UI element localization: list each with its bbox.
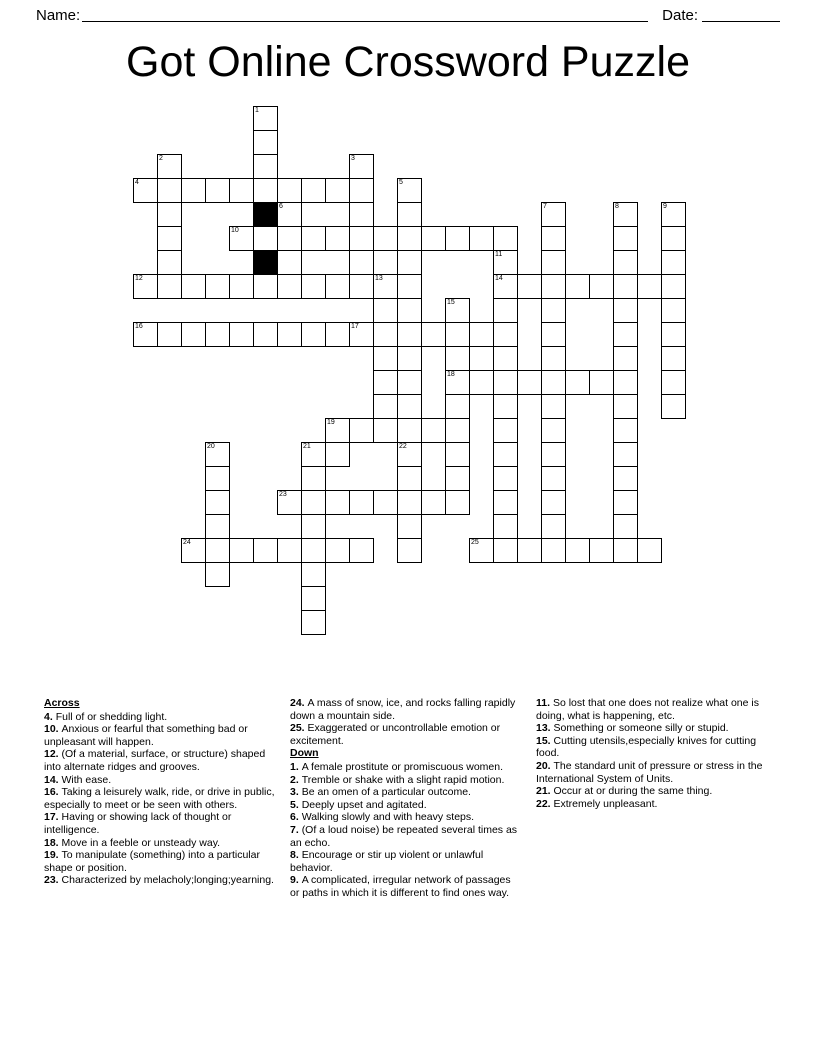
grid-cell[interactable] — [541, 298, 566, 323]
grid-cell-number: 7 — [543, 203, 547, 210]
clue-text: Move in a feeble or unsteady way. — [61, 836, 221, 849]
grid-cell-number: 22 — [399, 443, 407, 450]
grid-cell[interactable] — [565, 274, 590, 299]
grid-cell-number: 12 — [135, 275, 143, 282]
grid-cell[interactable] — [493, 466, 518, 491]
grid-cell[interactable] — [469, 226, 494, 251]
grid-cell[interactable] — [445, 298, 470, 323]
grid-cell[interactable] — [493, 322, 518, 347]
clue-down-7 — [290, 824, 522, 849]
grid-cell[interactable] — [229, 274, 254, 299]
grid-cell[interactable] — [397, 274, 422, 299]
grid-cell[interactable] — [613, 394, 638, 419]
clue-across-10 — [44, 723, 276, 748]
clue-text: Cutting utensils,especially knives for cutting food. — [536, 734, 757, 760]
clue-text: Taking a leisurely walk, ride, or drive in public, especially to meet or be seen with others. — [44, 786, 275, 811]
grid-cell[interactable] — [397, 442, 422, 467]
grid-cell[interactable] — [253, 322, 278, 347]
grid-cell[interactable] — [277, 538, 302, 563]
grid-cell[interactable] — [613, 298, 638, 323]
grid-cell[interactable] — [373, 274, 398, 299]
grid-cell[interactable] — [373, 322, 398, 347]
clue-number: 5. — [290, 798, 302, 811]
grid-cell[interactable] — [349, 202, 374, 227]
clue-down-11 — [536, 697, 768, 722]
clue-number: 7. — [290, 823, 302, 836]
grid-cell[interactable] — [397, 298, 422, 323]
clue-number: 22. — [536, 797, 554, 810]
grid-cell[interactable] — [613, 322, 638, 347]
name-write-line — [82, 8, 648, 22]
grid-cell-number: 21 — [303, 443, 311, 450]
grid-cell-number: 18 — [447, 371, 455, 378]
clue-number: 21. — [536, 785, 554, 798]
grid-cell[interactable] — [565, 370, 590, 395]
grid-cell[interactable] — [541, 202, 566, 227]
grid-cell[interactable] — [373, 418, 398, 443]
clue-number: 10. — [44, 723, 62, 736]
grid-cell[interactable] — [349, 226, 374, 251]
grid-cell[interactable] — [661, 250, 686, 275]
grid-cell[interactable] — [349, 538, 374, 563]
grid-cell[interactable] — [301, 442, 326, 467]
grid-cell[interactable] — [253, 178, 278, 203]
grid-cell[interactable] — [373, 490, 398, 515]
grid-cell[interactable] — [301, 490, 326, 515]
clue-across-19 — [44, 849, 276, 874]
grid-cell[interactable] — [397, 346, 422, 371]
clue-text: Walking slowly and with heavy steps. — [301, 811, 475, 824]
grid-cell[interactable] — [133, 274, 158, 299]
grid-cell[interactable] — [397, 250, 422, 275]
grid-cell[interactable] — [493, 442, 518, 467]
grid-cell[interactable] — [253, 154, 278, 179]
grid-cell[interactable] — [541, 442, 566, 467]
grid-cell-number: 9 — [663, 203, 667, 210]
grid-cell[interactable] — [253, 226, 278, 251]
clue-text: Characterized by melacholy;longing;yearning. — [61, 874, 274, 887]
grid-cell-number: 20 — [207, 443, 215, 450]
grid-cell[interactable] — [397, 202, 422, 227]
grid-cell-number: 23 — [279, 491, 287, 498]
grid-cell[interactable] — [205, 274, 230, 299]
grid-cell[interactable] — [661, 226, 686, 251]
grid-cell[interactable] — [373, 370, 398, 395]
clue-number: 6. — [290, 811, 302, 824]
clue-text: Anxious or fearful that something bad or unpleasant will happen. — [44, 723, 248, 748]
grid-cell-number: 13 — [375, 275, 383, 282]
clue-text: Tremble or shake with a slight rapid motion. — [301, 773, 505, 786]
clue-text: Be an omen of a particular outcome. — [301, 786, 471, 799]
grid-cell-number: 11 — [495, 251, 503, 258]
grid-cell[interactable] — [661, 274, 686, 299]
grid-cell[interactable] — [253, 274, 278, 299]
grid-cell[interactable] — [541, 370, 566, 395]
clue-text: With ease. — [61, 773, 112, 786]
grid-cell[interactable] — [613, 466, 638, 491]
grid-cell[interactable] — [493, 346, 518, 371]
grid-cell[interactable] — [445, 418, 470, 443]
grid-cell[interactable] — [397, 418, 422, 443]
grid-cell[interactable] — [397, 514, 422, 539]
grid-cell[interactable] — [349, 274, 374, 299]
grid-cell[interactable] — [277, 226, 302, 251]
clue-down-13 — [536, 722, 768, 735]
grid-cell[interactable] — [157, 322, 182, 347]
grid-cell[interactable] — [229, 538, 254, 563]
grid-cell[interactable] — [397, 466, 422, 491]
grid-cell[interactable] — [445, 394, 470, 419]
clue-number: 24. — [290, 697, 308, 709]
clue-number: 1. — [290, 760, 302, 773]
clue-down-1 — [290, 761, 522, 774]
grid-cell[interactable] — [373, 298, 398, 323]
grid-cell[interactable] — [541, 274, 566, 299]
grid-cell[interactable] — [589, 538, 614, 563]
grid-cell[interactable] — [613, 202, 638, 227]
clue-number: 17. — [44, 811, 62, 824]
clue-down-15 — [536, 735, 768, 760]
grid-cell[interactable] — [301, 274, 326, 299]
grid-cell[interactable] — [541, 418, 566, 443]
grid-cell[interactable] — [613, 514, 638, 539]
grid-cell[interactable] — [349, 250, 374, 275]
clue-number: 14. — [44, 773, 62, 786]
clue-text: (Of a material, surface, or structure) shaped into alternate ridges and grooves. — [44, 748, 266, 773]
grid-cell[interactable] — [301, 586, 326, 611]
crossword-grid[interactable] — [0, 104, 816, 604]
clue-column-1 — [44, 697, 276, 947]
grid-cell[interactable] — [541, 250, 566, 275]
grid-cell[interactable] — [229, 226, 254, 251]
grid-cell[interactable] — [517, 274, 542, 299]
clue-across-17 — [44, 811, 276, 836]
clue-down-20 — [536, 760, 768, 785]
grid-cell[interactable] — [613, 226, 638, 251]
grid-cell[interactable] — [277, 322, 302, 347]
clue-down-3 — [290, 786, 522, 799]
grid-cell[interactable] — [637, 274, 662, 299]
clue-column-3 — [536, 697, 768, 947]
grid-cell[interactable] — [157, 178, 182, 203]
grid-cell[interactable] — [253, 106, 278, 131]
grid-cell[interactable] — [205, 490, 230, 515]
grid-cell-number: 10 — [231, 227, 239, 234]
clue-down-9 — [290, 874, 522, 899]
clue-text: Having or showing lack of thought or intelligence. — [44, 811, 232, 836]
grid-cell-number: 8 — [615, 203, 619, 210]
grid-cell[interactable] — [493, 298, 518, 323]
grid-cell[interactable] — [133, 322, 158, 347]
grid-cell[interactable] — [373, 394, 398, 419]
grid-cell[interactable] — [541, 226, 566, 251]
clue-down-22 — [536, 798, 768, 811]
header-row — [0, 0, 816, 26]
grid-cell[interactable] — [445, 346, 470, 371]
grid-cell-number: 16 — [135, 323, 143, 330]
grid-cell[interactable] — [517, 538, 542, 563]
grid-cell[interactable] — [349, 418, 374, 443]
grid-cell[interactable] — [613, 250, 638, 275]
grid-cell[interactable] — [157, 154, 182, 179]
grid-cell[interactable] — [541, 490, 566, 515]
clue-number: 13. — [536, 722, 554, 735]
grid-cell-block — [253, 250, 278, 275]
grid-cell[interactable] — [349, 154, 374, 179]
clue-text: To manipulate (something) into a particular shape or position. — [44, 849, 260, 874]
grid-cell[interactable] — [421, 226, 446, 251]
grid-cell[interactable] — [277, 490, 302, 515]
grid-cell[interactable] — [277, 274, 302, 299]
grid-cell[interactable] — [469, 538, 494, 563]
page-title: Got Online Crossword Puzzle — [126, 38, 690, 86]
grid-cell[interactable] — [181, 178, 206, 203]
grid-cell[interactable] — [589, 274, 614, 299]
grid-cell[interactable] — [397, 178, 422, 203]
clue-text: Full of or shedding light. — [55, 710, 168, 723]
clue-number: 15. — [536, 734, 554, 747]
clue-across-16 — [44, 786, 276, 811]
grid-cell[interactable] — [325, 538, 350, 563]
grid-cell-number: 4 — [135, 179, 139, 186]
grid-cell[interactable] — [445, 370, 470, 395]
grid-cell[interactable] — [229, 178, 254, 203]
grid-cell[interactable] — [301, 466, 326, 491]
grid-cell[interactable] — [445, 490, 470, 515]
date-label: Date: — [662, 6, 698, 24]
grid-cell[interactable] — [397, 538, 422, 563]
grid-cell[interactable] — [661, 298, 686, 323]
grid-cell-number: 15 — [447, 299, 455, 306]
grid-cell[interactable] — [397, 322, 422, 347]
grid-cell[interactable] — [325, 418, 350, 443]
grid-cell[interactable] — [421, 322, 446, 347]
across-heading: Across — [44, 697, 80, 709]
grid-cell[interactable] — [181, 274, 206, 299]
grid-cell[interactable] — [277, 250, 302, 275]
grid-cell[interactable] — [613, 442, 638, 467]
grid-cell[interactable] — [181, 538, 206, 563]
grid-cell[interactable] — [157, 274, 182, 299]
grid-cell[interactable] — [301, 562, 326, 587]
grid-cell[interactable] — [349, 322, 374, 347]
clue-across-23 — [44, 874, 276, 887]
grid-cell[interactable] — [517, 370, 542, 395]
grid-cell[interactable] — [157, 226, 182, 251]
clue-number: 23. — [44, 874, 62, 887]
clue-text: Something or someone silly or stupid. — [553, 722, 729, 735]
grid-cell[interactable] — [493, 538, 518, 563]
clue-text: Exaggerated or uncontrollable emotion or excitement. — [290, 722, 501, 747]
clue-across-4 — [44, 711, 276, 724]
clue-text: A complicated, irregular network of passages or paths in which it is different to find ones way. — [290, 874, 511, 899]
clue-text: (Of a loud noise) be repeated several times as an echo. — [290, 823, 518, 849]
grid-cell[interactable] — [325, 490, 350, 515]
clue-number: 2. — [290, 773, 302, 786]
grid-cell[interactable] — [205, 442, 230, 467]
grid-cell[interactable] — [181, 322, 206, 347]
grid-cell[interactable] — [397, 394, 422, 419]
grid-cell[interactable] — [637, 538, 662, 563]
clue-text: Occur at or during the same thing. — [553, 785, 713, 798]
grid-cell[interactable] — [541, 322, 566, 347]
grid-cell[interactable] — [613, 370, 638, 395]
grid-cell[interactable] — [229, 322, 254, 347]
grid-cell[interactable] — [349, 490, 374, 515]
clue-text: Encourage or stir up violent or unlawful behavior. — [290, 849, 484, 874]
grid-cell-number: 17 — [351, 323, 359, 330]
clue-across-14 — [44, 774, 276, 787]
clue-text: A female prostitute or promiscuous women. — [301, 760, 504, 773]
clue-number: 25. — [290, 722, 308, 735]
grid-cell[interactable] — [661, 202, 686, 227]
grid-cell[interactable] — [301, 514, 326, 539]
grid-cell[interactable] — [661, 370, 686, 395]
clue-across-25 — [290, 722, 522, 747]
grid-cell[interactable] — [493, 370, 518, 395]
grid-cell[interactable] — [445, 466, 470, 491]
grid-cell[interactable] — [277, 178, 302, 203]
grid-cell-number: 14 — [495, 275, 503, 282]
grid-cell[interactable] — [349, 178, 374, 203]
grid-cell[interactable] — [661, 394, 686, 419]
clue-down-6 — [290, 811, 522, 824]
grid-cell-number: 19 — [327, 419, 335, 426]
clue-across-12 — [44, 748, 276, 773]
grid-cell[interactable] — [325, 226, 350, 251]
clue-number: 16. — [44, 786, 62, 799]
clue-number: 12. — [44, 748, 62, 761]
grid-cell[interactable] — [541, 466, 566, 491]
grid-cell[interactable] — [445, 322, 470, 347]
clue-down-2 — [290, 774, 522, 787]
grid-cell[interactable] — [397, 370, 422, 395]
grid-cell[interactable] — [205, 514, 230, 539]
grid-cell[interactable] — [301, 322, 326, 347]
grid-cell[interactable] — [397, 226, 422, 251]
clue-number: 19. — [44, 849, 62, 862]
grid-cell[interactable] — [493, 274, 518, 299]
grid-cell[interactable] — [613, 538, 638, 563]
grid-cell[interactable] — [157, 202, 182, 227]
clue-down-8 — [290, 849, 522, 874]
grid-cell[interactable] — [541, 346, 566, 371]
name-label: Name: — [36, 6, 81, 24]
grid-cell[interactable] — [589, 370, 614, 395]
clue-number: 3. — [290, 786, 302, 799]
grid-cell[interactable] — [421, 490, 446, 515]
clue-column-2 — [290, 697, 522, 947]
grid-cell[interactable] — [541, 538, 566, 563]
grid-cell[interactable] — [541, 514, 566, 539]
clue-number: 4. — [44, 710, 56, 723]
grid-cell[interactable] — [253, 538, 278, 563]
clues-section — [44, 697, 774, 947]
clue-number: 18. — [44, 836, 62, 849]
grid-cell[interactable] — [661, 322, 686, 347]
clue-across-18 — [44, 837, 276, 850]
grid-cell-number: 24 — [183, 539, 191, 546]
grid-cell[interactable] — [301, 178, 326, 203]
grid-cell[interactable] — [445, 442, 470, 467]
grid-cell[interactable] — [493, 514, 518, 539]
grid-cell-number: 5 — [399, 179, 403, 186]
grid-cell[interactable] — [565, 538, 590, 563]
grid-cell[interactable] — [205, 178, 230, 203]
grid-cell[interactable] — [661, 346, 686, 371]
grid-cell[interactable] — [205, 538, 230, 563]
grid-cell-number: 1 — [255, 107, 259, 114]
clue-text: A mass of snow, ice, and rocks falling rapidly down a mountain side. — [290, 697, 516, 722]
grid-cell[interactable] — [253, 130, 278, 155]
clue-down-5 — [290, 799, 522, 812]
grid-cell[interactable] — [397, 490, 422, 515]
grid-cell[interactable] — [325, 442, 350, 467]
grid-cell[interactable] — [613, 274, 638, 299]
grid-cell[interactable] — [205, 466, 230, 491]
grid-cell[interactable] — [613, 346, 638, 371]
grid-cell[interactable] — [301, 538, 326, 563]
grid-cell-number: 3 — [351, 155, 355, 162]
clue-text: The standard unit of pressure or stress in the International System of Units. — [536, 759, 763, 785]
clue-text: So lost that one does not realize what one is doing, what is happening, etc. — [536, 697, 759, 722]
grid-cell[interactable] — [301, 226, 326, 251]
grid-cell[interactable] — [373, 346, 398, 371]
grid-cell[interactable] — [373, 226, 398, 251]
clue-number: 20. — [536, 759, 554, 772]
grid-cell[interactable] — [493, 418, 518, 443]
grid-cell[interactable] — [325, 322, 350, 347]
grid-cell[interactable] — [469, 370, 494, 395]
grid-cell[interactable] — [493, 250, 518, 275]
grid-cell[interactable] — [205, 322, 230, 347]
down-heading: Down — [290, 747, 319, 760]
grid-cell[interactable] — [493, 226, 518, 251]
clue-down-21 — [536, 785, 768, 798]
grid-cell[interactable] — [325, 178, 350, 203]
grid-cell[interactable] — [613, 490, 638, 515]
grid-cell[interactable] — [445, 226, 470, 251]
clue-across-24 — [290, 697, 522, 722]
grid-cell[interactable] — [493, 394, 518, 419]
grid-cell-number: 6 — [279, 203, 283, 210]
grid-cell[interactable] — [541, 394, 566, 419]
clue-number: 9. — [290, 874, 302, 887]
grid-cell[interactable] — [493, 490, 518, 515]
grid-cell[interactable] — [133, 178, 158, 203]
clue-number: 8. — [290, 849, 302, 862]
grid-cell-number: 25 — [471, 539, 479, 546]
clue-text: Deeply upset and agitated. — [301, 798, 427, 811]
grid-cell-number: 2 — [159, 155, 163, 162]
grid-cell[interactable] — [277, 202, 302, 227]
grid-cell[interactable] — [325, 274, 350, 299]
grid-cell[interactable] — [469, 322, 494, 347]
grid-cell[interactable] — [421, 418, 446, 443]
grid-cell[interactable] — [205, 562, 230, 587]
clue-text: Extremely unpleasant. — [553, 797, 658, 810]
grid-cell[interactable] — [301, 610, 326, 635]
clue-number: 11. — [536, 697, 553, 709]
grid-cell[interactable] — [613, 418, 638, 443]
grid-cell[interactable] — [157, 250, 182, 275]
date-write-line — [702, 8, 780, 22]
grid-cell-block — [253, 202, 278, 227]
